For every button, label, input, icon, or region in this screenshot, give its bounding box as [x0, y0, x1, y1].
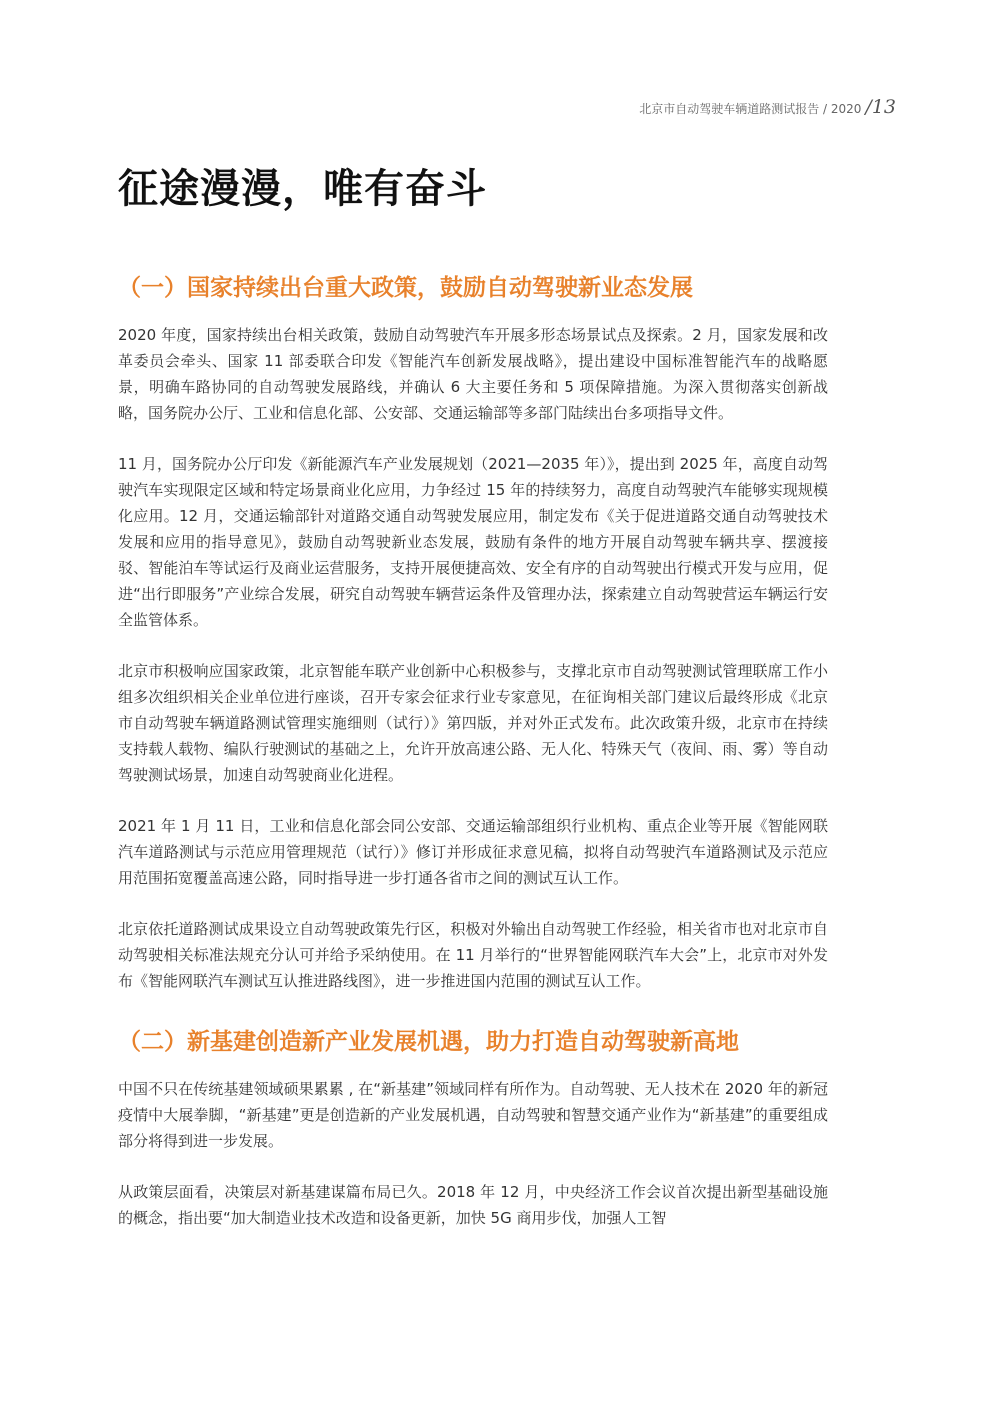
paragraph: 中国不只在传统基建领域硕果累累 , 在“新基建”领域同样有所作为。自动驾驶、无人技术在 2020 年的新冠疫情中大展拳脚，“新基建”更是创造新的产业发展机遇，自动驾驶和智慧交通产业作为“新基建”的重要组成部分将得到进一步发展。 — [118, 1080, 828, 1150]
report-title: 北京市自动驾驶车辆道路测试报告 / 2020 — [639, 102, 862, 116]
page-title: 征途漫漫，唯有奋斗 — [118, 166, 487, 212]
paragraph: 从政策层面看，决策层对新基建谋篇布局已久。2018 年 12 月，中央经济工作会议首次提出新型基础设施的概念，指出要“加大制造业技术改造和设备更新，加快 5G 商用步伐，加强人工智 — [118, 1183, 828, 1227]
running-header — [639, 96, 896, 118]
section-heading-policy: （一）国家持续出台重大政策，鼓励自动驾驶新业态发展 — [118, 275, 693, 301]
main-content — [118, 270, 828, 1231]
paragraph: 北京依托道路测试成果设立自动驾驶政策先行区，积极对外输出自动驾驶工作经验，相关省市也对北京市自动驾驶相关标准法规充分认可并给予采纳使用。在 11 月举行的“世界智能网联汽车大会”上，北京市对外发布《智能网联汽车测试互认推进路线图》，进一步推进国内范围的测试互认工作。 — [118, 920, 828, 990]
paragraph: 2021 年 1 月 11 日，工业和信息化部会同公安部、交通运输部组织行业机构、重点企业等开展《智能网联汽车道路测试与示范应用管理规范（试行）》修订并形成征求意见稿，拟将自动驾驶汽车道路测试及示范应用范围拓宽覆盖高速公路，同时指导进一步打通各省市之间的测试互认工作。 — [118, 817, 828, 887]
page-number: /13 — [865, 96, 896, 118]
paragraph: 北京市积极响应国家政策，北京智能车联产业创新中心积极参与，支撑北京市自动驾驶测试管理联席工作小组多次组织相关企业单位进行座谈，召开专家会征求行业专家意见，在征询相关部门建议后最终形成《北京市自动驾驶车辆道路测试管理实施细则（试行）》第四版，并对外正式发布。此次政策升级，北京市在持续支持载人载物、编队行驶测试的基础之上，允许开放高速公路、无人化、特殊天气（夜间、雨、雾）等自动驾驶测试场景，加速自动驾驶商业化进程。 — [118, 662, 828, 784]
section-heading-new-infrastructure: （二）新基建创造新产业发展机遇，助力打造自动驾驶新高地 — [118, 1029, 739, 1055]
paragraph: 11 月，国务院办公厅印发《新能源汽车产业发展规划（2021—2035 年）》，提出到 2025 年，高度自动驾驶汽车实现限定区域和特定场景商业化应用，力争经过 15 年的持续努力，高度自动驾驶汽车能够实现规模化应用。12 月，交通运输部针对道路交通自动驾驶发展应用，制定发布《关于促进道路交通自动驾驶技术发展和应用的指导意见》，鼓励自动驾驶新业态发展，鼓励有条件的地方开展自动驾驶车辆共享、摆渡接驳、智能泊车等试运行及商业运营服务，支持开展便捷高效、安全有序的自动驾驶出行模式开发与应用，促进“出行即服务”产业综合发展，研究自动驾驶车辆营运条件及管理办法，探索建立自动驾驶营运车辆运行安全监管体系。 — [118, 455, 828, 629]
paragraph: 2020 年度，国家持续出台相关政策，鼓励自动驾驶汽车开展多形态场景试点及探索。2 月，国家发展和改革委员会牵头、国家 11 部委联合印发《智能汽车创新发展战略》，提出建设中国标准智能汽车的战略愿景，明确车路协同的自动驾驶发展路线，并确认 6 大主要任务和 5 项保障措施。为深入贯彻落实创新战略，国务院办公厅、工业和信息化部、公安部、交通运输部等多部门陆续出台多项指导文件。 — [118, 326, 828, 422]
